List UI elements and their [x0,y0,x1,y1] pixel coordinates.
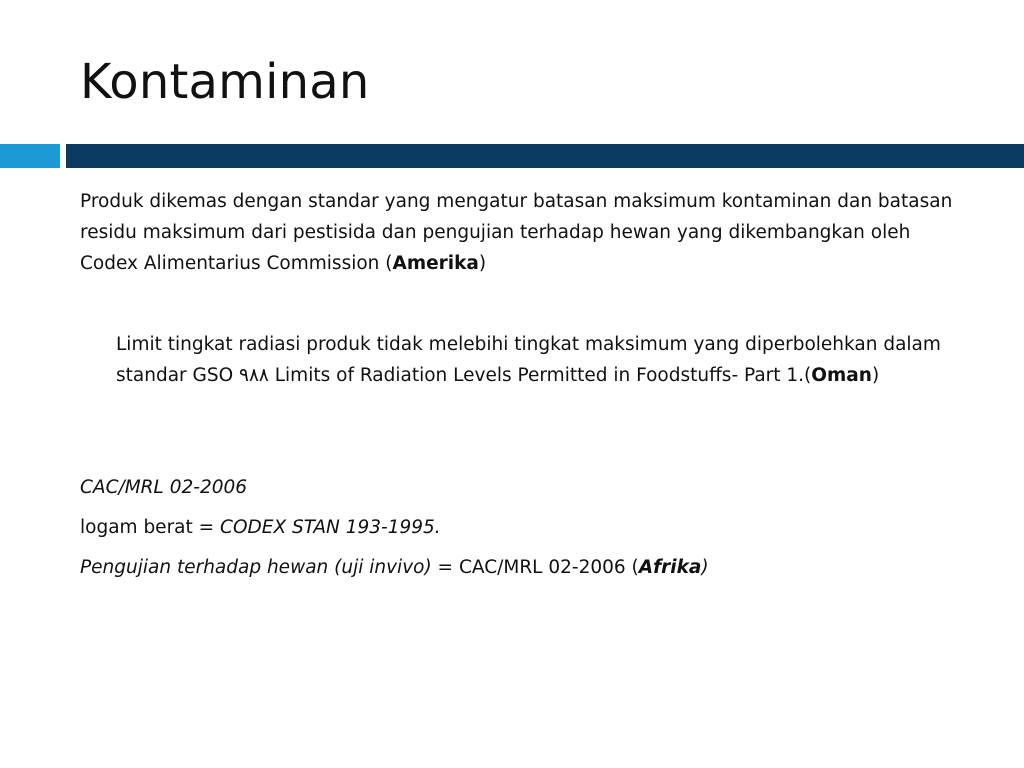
closing-paren: ) [701,557,709,578]
title-rule-accent [0,144,60,168]
line-animal-testing [80,552,960,583]
closing-paren: ) [871,365,880,386]
country-label-afrika: Afrika [638,557,702,578]
slide-title: Kontaminan [80,54,370,110]
country-label-oman: Oman [811,365,872,386]
line-text: logam berat = [80,517,221,538]
title-rule-bar [66,144,1024,168]
line-text-italic: Pengujian terhadap hewan (uji invivo) = [80,557,459,578]
line-cac-mrl [80,472,960,503]
standard-code: CAC/MRL 02-2006 ( [458,557,639,578]
line-heavy-metal [80,512,960,543]
standard-code: CODEX STAN 193-1995. [220,517,441,538]
paragraph-radiation-limit [116,329,966,391]
paragraph-text: Produk dikemas dengan standar yang mengatur batasan maksimum kontaminan dan batasan residu maksimum dari pestisida dan pengujian terhadap hewan yang dikembangkan oleh Codex Alimentarius Commission ( [80,191,953,274]
closing-paren: ) [478,253,487,274]
paragraph-codex-standard [80,186,960,279]
country-label-amerika: Amerika [392,253,479,274]
standard-code: CAC/MRL 02-2006 [80,477,248,498]
paragraph-text: Limit tingkat radiasi produk tidak melebihi tingkat maksimum yang diperbolehkan dalam standar GSO ٩٨٨ Limits of Radiation Levels Permitted in Foodstuffs- Part 1.( [116,334,941,386]
